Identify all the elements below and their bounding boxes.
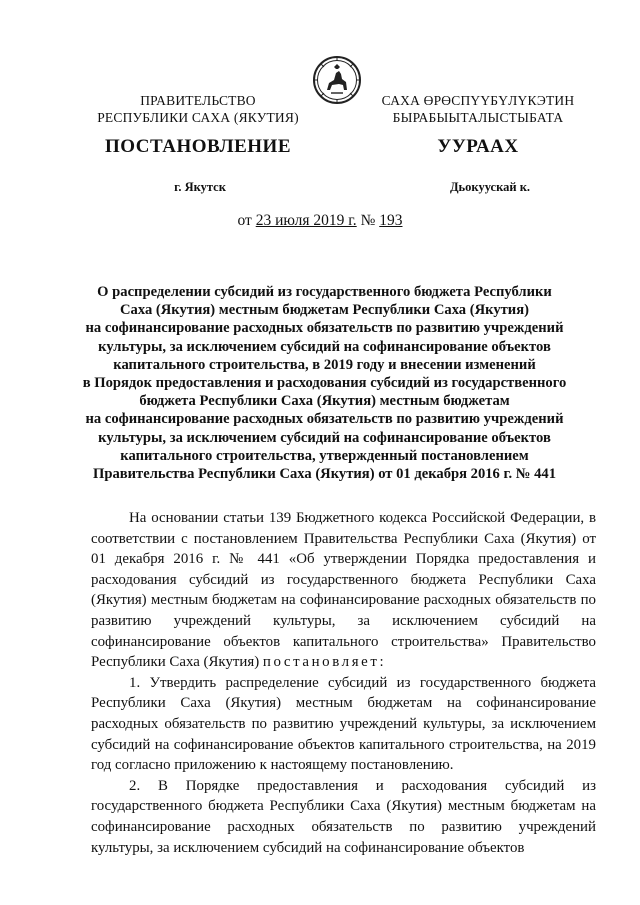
clause-1: 1. Утвердить распределение субсидий из государственного бюджета Республики Саха (Якутия) местным бюджетам на софинансирование расходных обязательств по развитию учреждений культуры, за исключением субсидий на софинансирование объектов капитального строительства, на 2019 год согласно приложению к настоящему постановлению.	[91, 674, 596, 774]
preamble-paragraph	[91, 508, 596, 673]
decree-title	[82, 283, 567, 483]
header-right	[358, 92, 598, 126]
preamble-text: На основании статьи 139 Бюджетного кодекса Российской Федерации, в соответствии с постановлением Правительства Республики Саха (Якутия) от 01 декабря 2016 г. № 441 «Об утверждении Порядка предоставления и расходования субсидий из государственного бюджета Республики Саха (Якутия) местным бюджетам на софинансирование расходных обязательств по развитию учреждений культуры, за исключением субсидий на софинансирование объектов капитального строительства» Правительство Республики Саха (Якутия)	[91, 510, 596, 671]
title-line: культуры, за исключением субсидий на софинансирование объектов	[98, 429, 551, 446]
title-line: капитального строительства, утвержденный постановлением	[120, 447, 529, 464]
government-name-sah-line1: САХА ӨРӨСПҮҮБҮЛҮКЭТИН	[381, 93, 575, 108]
dateline	[0, 212, 640, 230]
title-line: О распределении субсидий из государственного бюджета Республики	[97, 284, 552, 300]
title-line: культуры, за исключением субсидий на софинансирование объектов	[98, 338, 551, 355]
date-prefix: от	[237, 212, 256, 229]
title-line: бюджета Республики Саха (Якутия) местным бюджетам	[139, 393, 510, 410]
government-name-sah-line2: БЫРАБЫЫТАЛЫСТЫБАТА	[392, 110, 564, 125]
doc-type-sah: УУРААХ	[437, 136, 519, 157]
resolves-word: постановляет:	[262, 654, 387, 671]
government-name-ru-line1: ПРАВИТЕЛЬСТВО	[140, 93, 256, 108]
title-line: капитального строительства, в 2019 году и внесении изменений	[113, 356, 536, 373]
decree-body	[91, 508, 596, 858]
decree-number: 193	[379, 212, 403, 229]
header-left	[88, 92, 308, 126]
doc-type-ru: ПОСТАНОВЛЕНИЕ	[104, 136, 292, 157]
clause-2: 2. В Порядке предоставления и расходования субсидий из государственного бюджета Республики Саха (Якутия) местным бюджетам на софинансирование расходных обязательств по развитию учреждений культуры, за исключением субсидий на софинансирование объектов	[91, 777, 596, 856]
government-name-ru-line2: РЕСПУБЛИКИ САХА (ЯКУТИЯ)	[97, 110, 299, 125]
sakha-coat-of-arms-icon	[312, 55, 362, 105]
title-line: Правительства Республики Саха (Якутия) от 01 декабря 2016 г. № 441	[93, 466, 556, 483]
title-line: Саха (Якутия) местным бюджетам Республики Саха (Якутия)	[120, 302, 529, 319]
title-line: в Порядок предоставления и расходования субсидий из государственного	[82, 375, 567, 392]
title-line: на софинансирование расходных обязательств по развитию учреждений	[85, 411, 564, 428]
number-prefix: №	[356, 212, 380, 229]
decree-date: 23 июля 2019 г.	[255, 212, 357, 229]
title-line: на софинансирование расходных обязательств по развитию учреждений	[85, 320, 564, 337]
city-ru: г. Якутск	[174, 180, 226, 194]
city-sah: Дьокуускай к.	[449, 180, 531, 194]
